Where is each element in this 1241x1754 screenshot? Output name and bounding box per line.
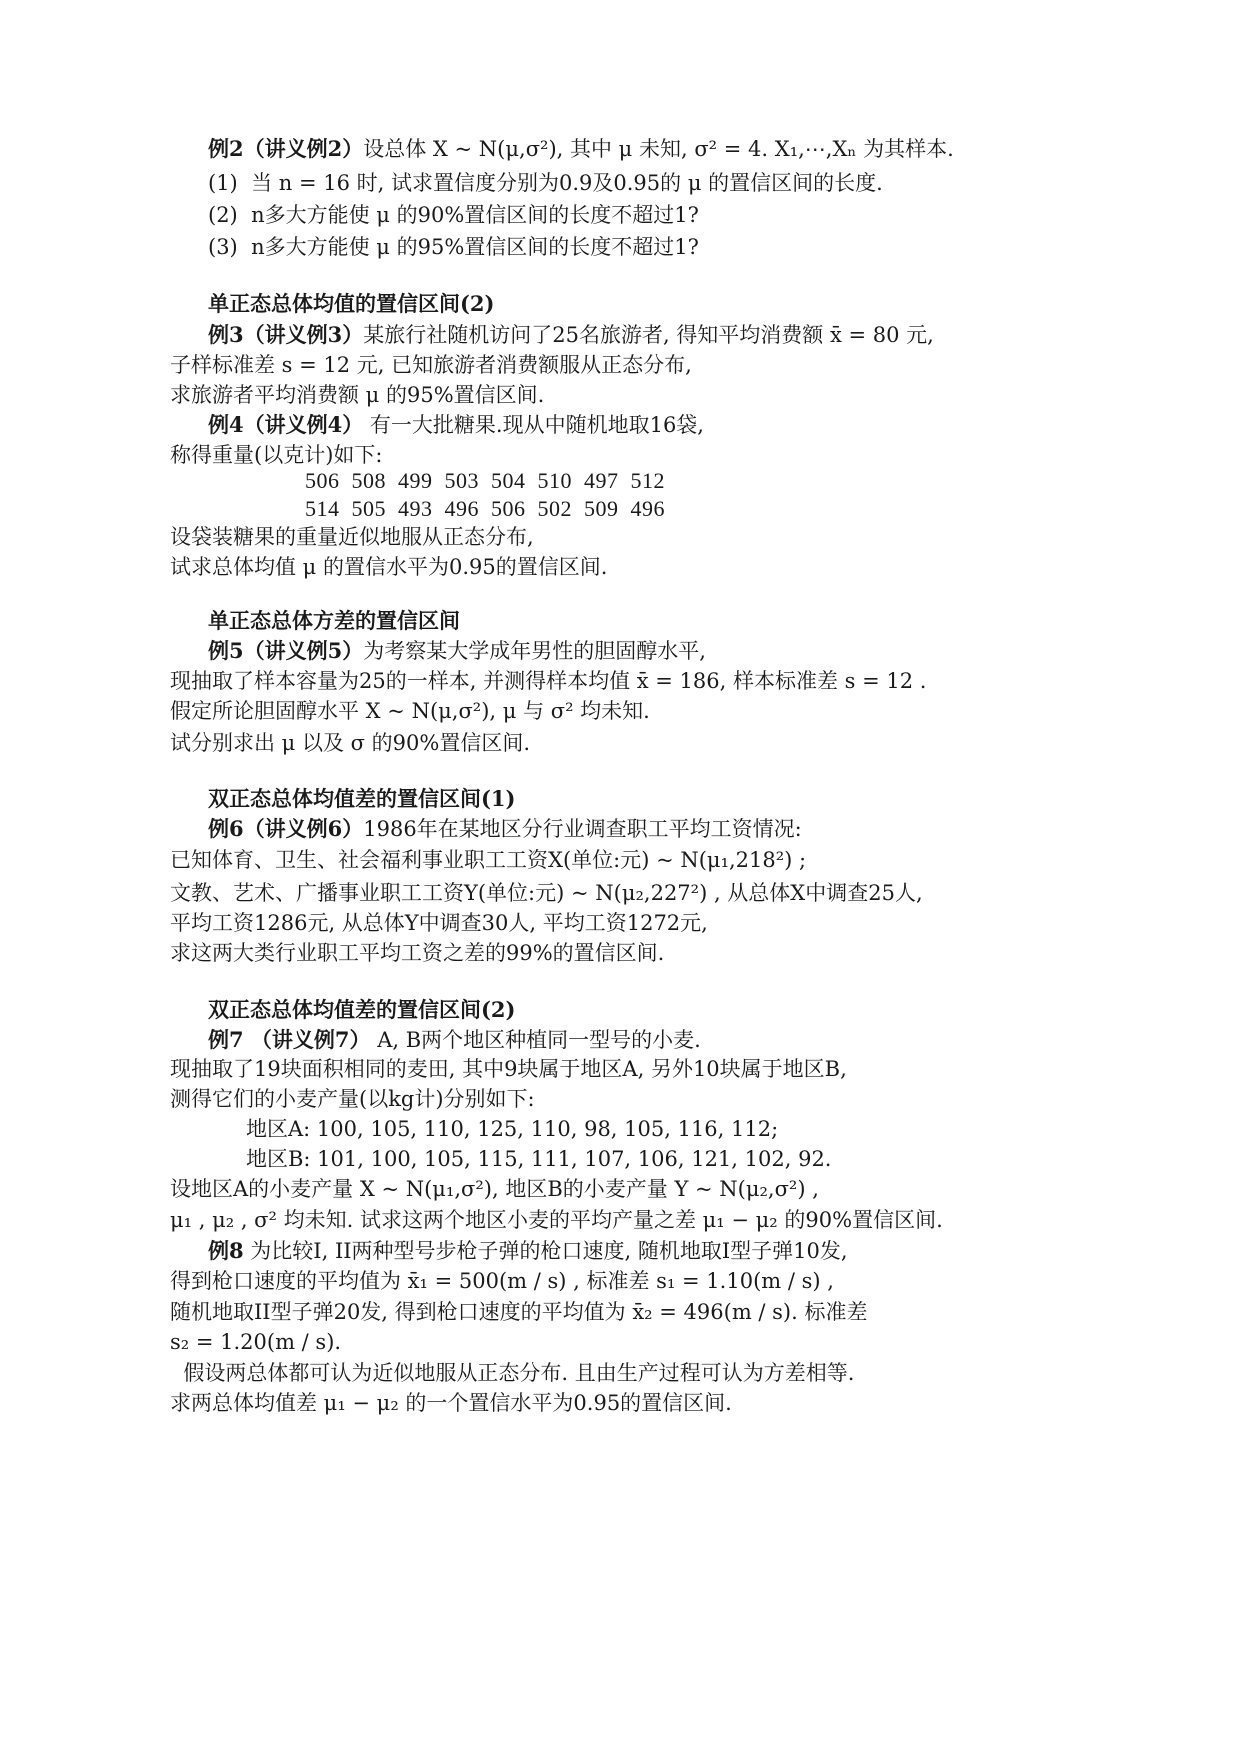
example-4-text: 有一大批糖果.现从中随机地取16袋, [363, 413, 704, 437]
example-2-text: 设总体 X ~ N(μ,σ²), 其中 μ 未知, σ² = 4. X₁,⋯,Xₙ 为其样本. [363, 137, 954, 161]
example-6-label: 例6（讲义例6） [208, 816, 364, 841]
example-2-question-3: (3) n多大方能使 μ 的95%置信区间的长度不超过1? [208, 235, 699, 259]
section-heading-diff-2: 双正态总体均值差的置信区间(2) [208, 997, 516, 1022]
example-3-label: 例3（讲义例3） [208, 322, 364, 347]
example-5-text: 为考察某大学成年男性的胆固醇水平, [363, 639, 706, 663]
example-6-line-2: 已知体育、卫生、社会福利事业职工工资X(单位:元) ~ N(μ₁,218²) ; [170, 848, 807, 872]
section-heading-diff-1: 双正态总体均值差的置信区间(1) [208, 786, 516, 811]
example-5-line-4: 试分别求出 μ 以及 σ 的90%置信区间. [170, 731, 531, 755]
example-5-line-1 [208, 636, 706, 666]
example-4-line-2: 称得重量(以克计)如下: [170, 443, 383, 467]
example-6-text: 1986年在某地区分行业调查职工平均工资情况: [363, 817, 802, 841]
example-3-line-3: 求旅游者平均消费额 μ 的95%置信区间. [170, 383, 545, 407]
example-8-line-1 [208, 1236, 848, 1266]
example-6-line-4: 平均工资1286元, 从总体Y中调查30人, 平均工资1272元, [170, 911, 708, 935]
example-5-line-3: 假定所论胆固醇水平 X ~ N(μ,σ²), μ 与 σ² 均未知. [170, 699, 650, 723]
example-7-text: A, B两个地区种植同一型号的小麦. [370, 1028, 701, 1052]
example-7-line-1 [208, 1025, 701, 1055]
example-8-line-6: 求两总体均值差 μ₁ − μ₂ 的一个置信水平为0.95的置信区间. [170, 1391, 732, 1415]
example-2-intro [208, 134, 954, 164]
example-7-data-region-a: 地区A: 100, 105, 110, 125, 110, 98, 105, 116, 112; [246, 1117, 779, 1141]
example-8-label: 例8 [208, 1238, 244, 1263]
example-7-line-5: μ₁ , μ₂ , σ² 均未知. 试求这两个地区小麦的平均产量之差 μ₁ − μ₂ 的90%置信区间. [170, 1208, 943, 1232]
example-8-line-5: 假设两总体都可认为近似地服从正态分布. 且由生产过程可认为方差相等. [170, 1361, 855, 1385]
example-2-question-1: (1) 当 n = 16 时, 试求置信度分别为0.9及0.95的 μ 的置信区间的长度. [208, 171, 883, 195]
example-8-text: 为比较I, II两种型号步枪子弹的枪口速度, 随机地取I型子弹10发, [243, 1239, 848, 1263]
example-2-label: 例2（讲义例2） [208, 136, 364, 161]
example-7-line-2: 现抽取了19块面积相同的麦田, 其中9块属于地区A, 另外10块属于地区B, [170, 1057, 847, 1081]
example-8-line-3: 随机地取II型子弹20发, 得到枪口速度的平均值为 x̄₂ = 496(m / s). 标准差 [170, 1300, 868, 1324]
example-8-line-2: 得到枪口速度的平均值为 x̄₁ = 500(m / s) , 标准差 s₁ = 1.10(m / s) , [170, 1269, 834, 1293]
example-6-line-1 [208, 814, 802, 844]
example-4-line-4: 试求总体均值 μ 的置信水平为0.95的置信区间. [170, 555, 608, 579]
example-3-line-2: 子样标准差 s = 12 元, 已知旅游者消费额服从正态分布, [170, 353, 692, 377]
example-7-data-region-b: 地区B: 101, 100, 105, 115, 111, 107, 106, 121, 102, 92. [246, 1147, 832, 1171]
example-4-data-row-1: 506 508 499 503 504 510 497 512 [305, 468, 665, 493]
example-3-line-1 [208, 320, 934, 350]
example-4-line-3: 设袋装糖果的重量近似地服从正态分布, [170, 525, 534, 549]
section-heading-variance: 单正态总体方差的置信区间 [208, 608, 460, 633]
example-5-line-2: 现抽取了样本容量为25的一样本, 并测得样本均值 x̄ = 186, 样本标准差 s = 12 . [170, 669, 927, 693]
example-2-question-2: (2) n多大方能使 μ 的90%置信区间的长度不超过1? [208, 203, 699, 227]
example-7-line-3: 测得它们的小麦产量(以kg计)分别如下: [170, 1087, 535, 1111]
example-4-data-row-2: 514 505 493 496 506 502 509 496 [305, 496, 665, 521]
example-4-label: 例4（讲义例4） [208, 412, 364, 437]
example-4-line-1 [208, 410, 704, 440]
example-3-text: 某旅行社随机访问了25名旅游者, 得知平均消费额 x̄ = 80 元, [363, 323, 934, 347]
example-8-line-4: s₂ = 1.20(m / s). [170, 1330, 342, 1354]
example-7-line-4: 设地区A的小麦产量 X ~ N(μ₁,σ²), 地区B的小麦产量 Y ~ N(μ₂,σ²) , [170, 1177, 819, 1201]
example-5-label: 例5（讲义例5） [208, 638, 364, 663]
example-6-line-5: 求这两大类行业职工平均工资之差的99%的置信区间. [170, 941, 665, 965]
example-6-line-3: 文教、艺术、广播事业职工工资Y(单位:元) ~ N(μ₂,227²) , 从总体X中调查25人, [170, 881, 923, 905]
section-heading-mean-2: 单正态总体均值的置信区间(2) [208, 291, 495, 316]
example-7-label: 例7 （讲义例7） [208, 1027, 371, 1052]
